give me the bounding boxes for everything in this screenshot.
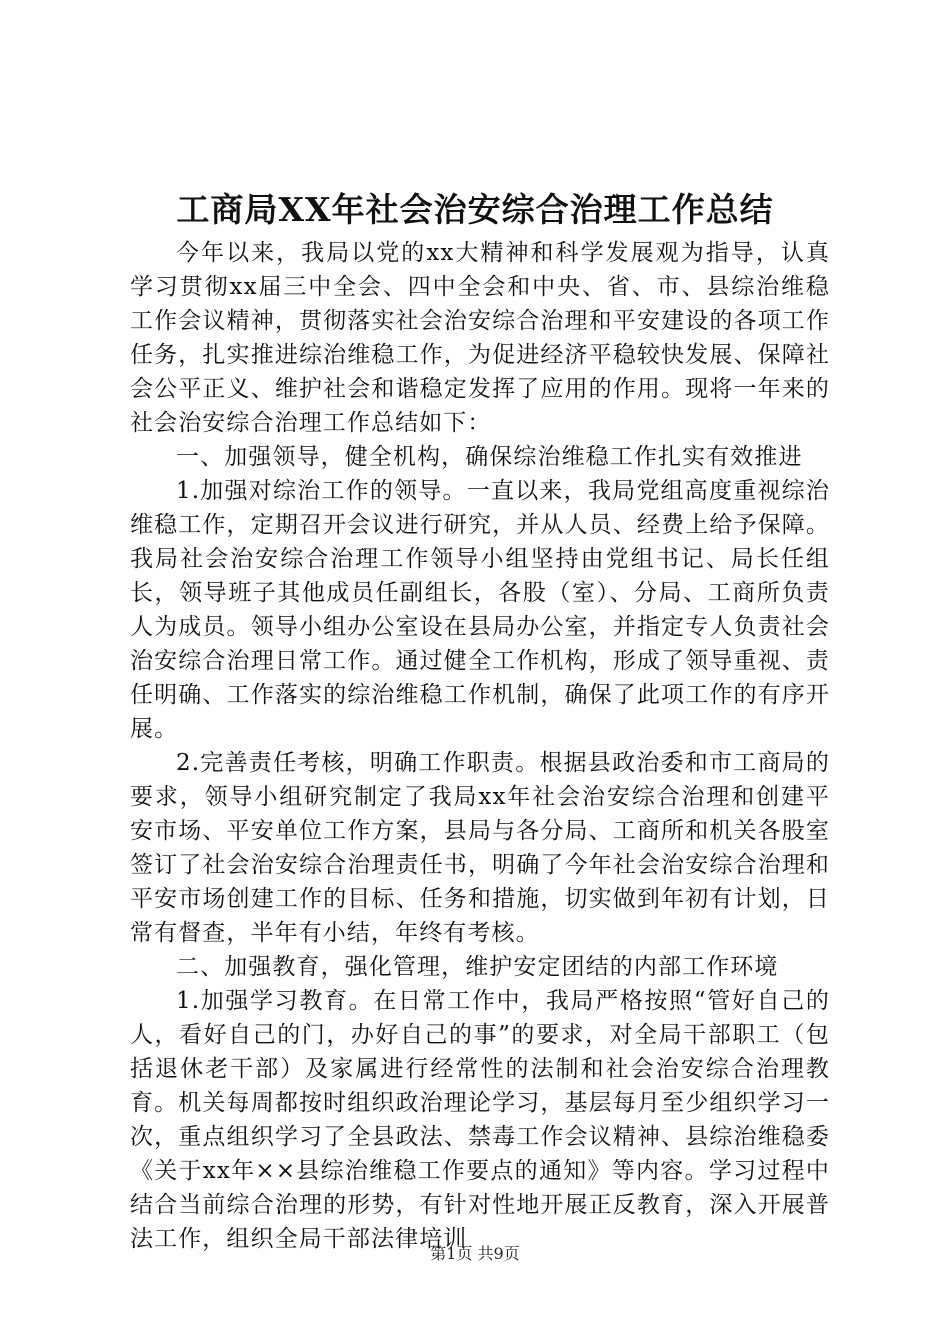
section-heading-2: 二、加强教育，强化管理，维护安定团结的内部工作环境 xyxy=(176,954,779,980)
intro-paragraph: 今年以来，我局以党的xx大精神和科学发展观为指导，认真学习贯彻xx届三中全会、四中全会和中央、省、市、县综治维稳工作会议精神，贯彻落实社会治安综合治理和平安建设的各项工作任务，扎实推进综治维稳工作，为促进经济平稳较快发展、保障社会公平正义、维护社会和谐稳定发挥了应用的作用。现将一年来的社会治安综合治理工作总结如下： xyxy=(130,240,830,436)
page-footer: 第1页 共9页 xyxy=(430,1244,520,1263)
document-title: 工商局XX年社会治安综合治理工作总结 xyxy=(176,190,774,229)
section-1-item-2: 2.完善责任考核，明确工作职责。根据县政治委和市工商局的要求，领导小组研究制定了我局xx年社会治安综合治理和创建平安市场、平安单位工作方案，县局与各分局、工商所和机关各股室签订了社会治安综合治理责任书，明确了今年社会治安综合治理和平安市场创建工作的目标、任务和措施，切实做到年初有计划，日常有督查，半年有小结，年终有考核。 xyxy=(130,750,830,946)
section-heading-1: 一、加强领导，健全机构，确保综治维稳工作扎实有效推进 xyxy=(176,444,803,470)
section-2-item-1: 1.加强学习教育。在日常工作中，我局严格按照“管好自己的人，看好自己的门，办好自己的事”的要求，对全局干部职工（包括退休老干部）及家属进行经常性的法制和社会治安综合治理教育。机关每周都按时组织政治理论学习，基层每月至少组织学习一次，重点组织学习了全县政法、禁毒工作会议精神、县综治维稳委《关于xx年××县综治维稳工作要点的通知》等内容。学习过程中结合当前综合治理的形势，有针对性地开展正反教育，深入开展普法工作，组织全局干部法律培训 xyxy=(130,988,830,1252)
section-1-item-1: 1.加强对综治工作的领导。一直以来，我局党组高度重视综治维稳工作，定期召开会议进行研究，并从人员、经费上给予保障。我局社会治安综合治理工作领导小组坚持由党组书记、局长任组长，领导班子其他成员任副组长，各股（室）、分局、工商所负责人为成员。领导小组办公室设在县局办公室，并指定专人负责社会治安综合治理日常工作。通过健全工作机构，形成了领导重视、责任明确、工作落实的综治维稳工作机制，确保了此项工作的有序开展。 xyxy=(130,478,830,742)
document-body xyxy=(130,236,830,1256)
